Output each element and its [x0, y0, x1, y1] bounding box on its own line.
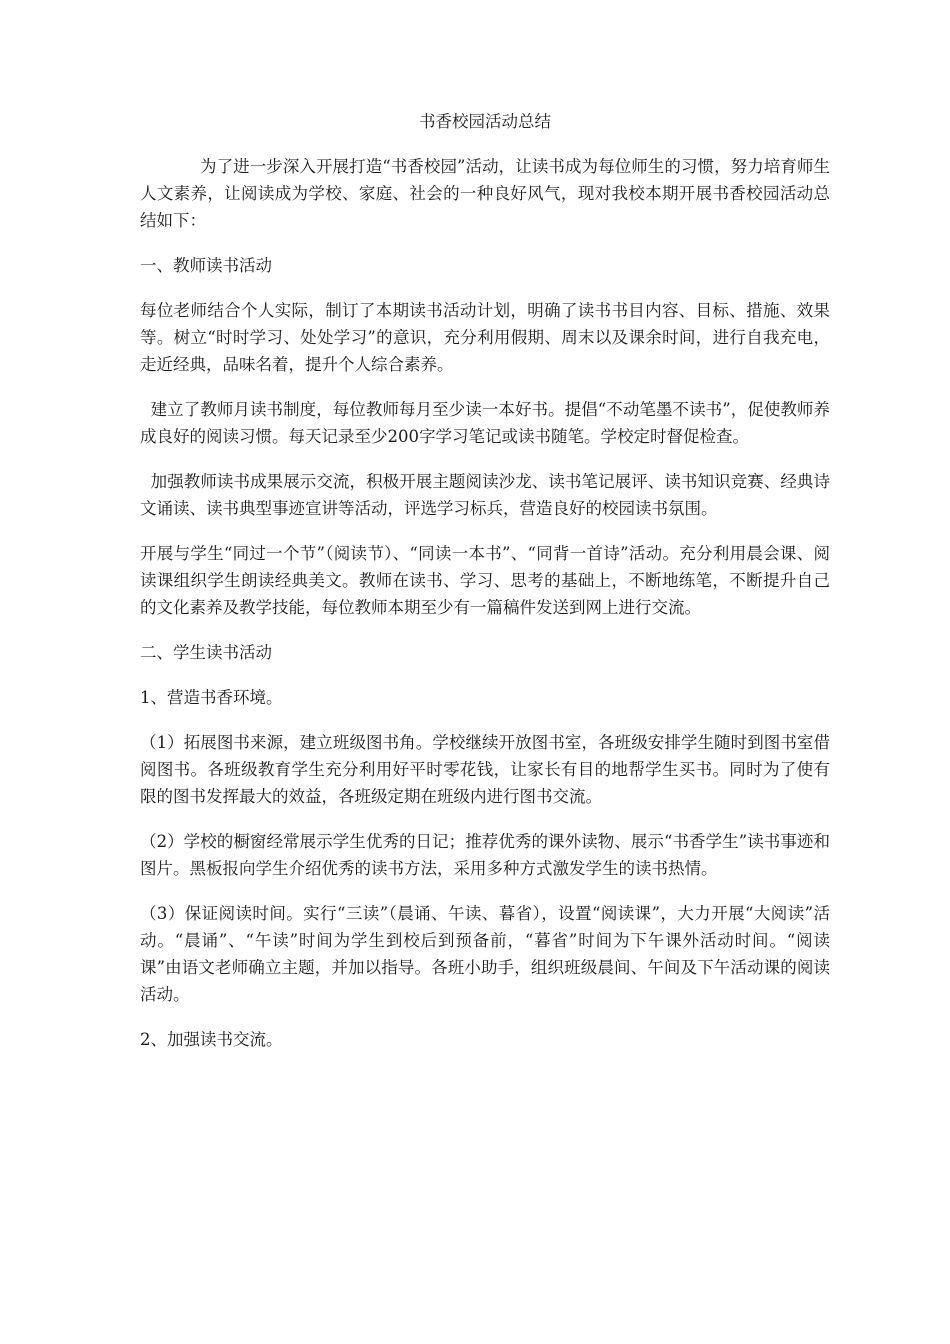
subsection-heading-environment: 1、营造书香环境。 — [140, 688, 283, 707]
paragraph-teacher-student-activities: 开展与学生“同过一个节”（阅读节）、“同读一本书”、“同背一首诗”活动。充分利用晨会课、阅读课组织学生朗读经典美文。教师在读书、学习、思考的基础上，不断地练笔，不断提升自己的文化素养及教学技能，每位教师本期至少有一篇稿件发送到网上进行交流。 — [140, 544, 830, 617]
document-title: 书香校园活动总结 — [419, 112, 551, 131]
paragraph-teacher-plan: 每位老师结合个人实际，制订了本期读书活动计划，明确了读书书目内容、目标、措施、效果等。树立“时时学习、处处学习”的意识，充分利用假期、周末以及课余时间，进行自我充电，走近经典，品味名着，提升个人综合素养。 — [140, 301, 830, 374]
subsection-heading-exchange: 2、加强读书交流。 — [140, 1030, 283, 1049]
intro-paragraph: 为了进一步深入开展打造“书香校园”活动，让读书成为每位师生的习惯，努力培育师生人文素养，让阅读成为学校、家庭、社会的一种良好风气，现对我校本期开展书香校园活动总结如下： — [140, 157, 830, 230]
paragraph-item-1: （1）拓展图书来源，建立班级图书角。学校继续开放图书室，各班级安排学生随时到图书室借阅图书。各班级教育学生充分利用好平时零花钱，让家长有目的地帮学生买书。同时为了使有限的图书发挥最大的效益，各班级定期在班级内进行图书交流。 — [140, 733, 830, 806]
section-heading-teachers: 一、教师读书活动 — [140, 256, 272, 275]
paragraph-teacher-exchange: 加强教师读书成果展示交流，积极开展主题阅读沙龙、读书笔记展评、读书知识竞赛、经典诗文诵读、读书典型事迹宣讲等活动，评选学习标兵，营造良好的校园读书氛围。 — [140, 472, 830, 518]
paragraph-item-3: （3）保证阅读时间。实行“三读”（晨诵、午读、暮省），设置“阅读课”，大力开展“大阅读”活动。“晨诵”、“午读”时间为学生到校后到预备前，“暮省”时间为下午课外活动时间。“阅读课”由语文老师确立主题，并加以指导。各班小助手，组织班级晨间、午间及下午活动课的阅读活动。 — [140, 904, 830, 1004]
paragraph-teacher-monthly-reading: 建立了教师月读书制度，每位教师每月至少读一本好书。提倡“不动笔墨不读书”，促使教师养成良好的阅读习惯。每天记录至少200字学习笔记或读书随笔。学校定时督促检查。 — [140, 400, 830, 446]
paragraph-item-2: （2）学校的橱窗经常展示学生优秀的日记；推荐优秀的课外读物、展示“书香学生”读书事迹和图片。黑板报向学生介绍优秀的读书方法，采用多种方式激发学生的读书热情。 — [140, 832, 830, 878]
document-body — [140, 108, 830, 1071]
section-heading-students: 二、学生读书活动 — [140, 643, 272, 662]
